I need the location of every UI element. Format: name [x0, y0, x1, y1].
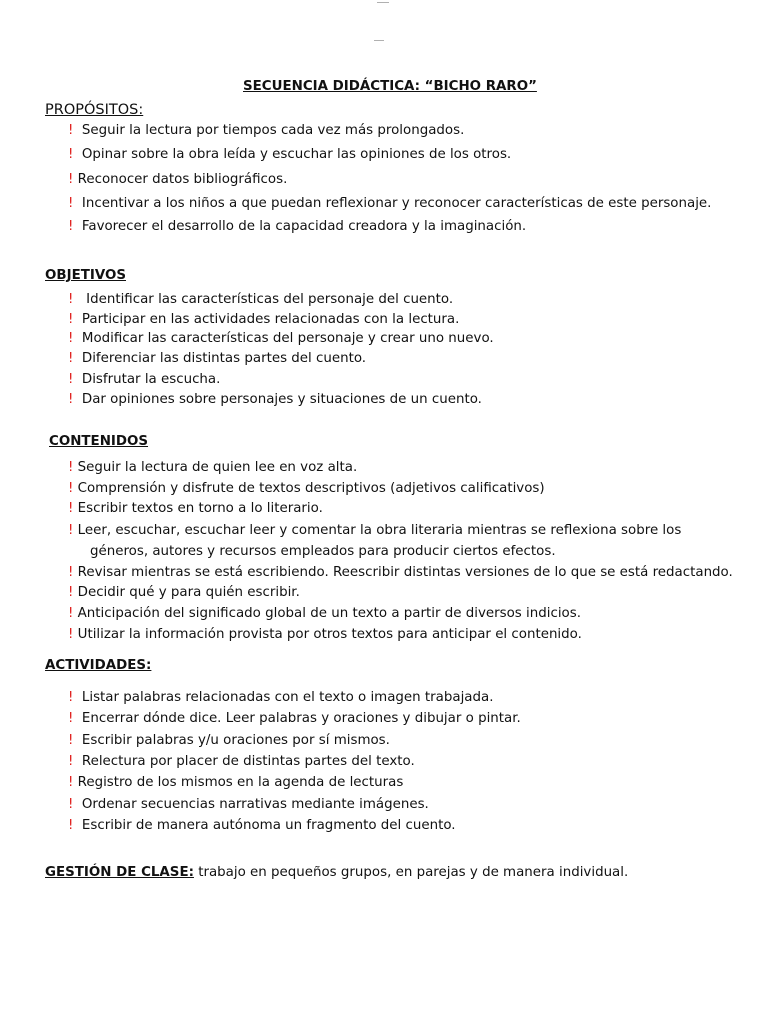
- bullet-icon: !: [68, 292, 74, 307]
- bullet-icon: !: [68, 523, 74, 538]
- actividades-heading: ACTIVIDADES:: [45, 658, 152, 673]
- top-mark: [374, 40, 384, 41]
- bullet-icon: !: [68, 818, 74, 833]
- gestion-line: [45, 864, 628, 882]
- bullet-icon: !: [68, 123, 74, 138]
- bullet-icon: !: [68, 196, 74, 211]
- list-item: ! Diferenciar las distintas partes del cuento.: [68, 351, 367, 366]
- bullet-icon: !: [68, 711, 74, 726]
- bullet-icon: !: [68, 172, 74, 187]
- list-item: ! Comprensión y disfrute de textos descriptivos (adjetivos calificativos): [68, 481, 545, 496]
- top-mark: [377, 2, 389, 3]
- list-item: ! Escribir palabras y/u oraciones por sí mismos.: [68, 733, 390, 748]
- list-item: ! Dar opiniones sobre personajes y situaciones de un cuento.: [68, 392, 482, 407]
- bullet-icon: !: [68, 733, 74, 748]
- bullet-icon: !: [68, 797, 74, 812]
- objetivos-heading: OBJETIVOS: [45, 268, 126, 283]
- bullet-icon: !: [68, 754, 74, 769]
- contenidos-heading: CONTENIDOS: [49, 434, 149, 449]
- list-item: ! Utilizar la información provista por otros textos para anticipar el contenido.: [68, 627, 582, 642]
- list-item-continuation: géneros, autores y recursos empleados para producir ciertos efectos.: [90, 544, 556, 559]
- bullet-icon: !: [68, 565, 74, 580]
- bullet-icon: !: [68, 690, 74, 705]
- bullet-icon: !: [68, 481, 74, 496]
- list-item: ! Listar palabras relacionadas con el texto o imagen trabajada.: [68, 690, 494, 705]
- list-item: ! Modificar las características del personaje y crear uno nuevo.: [68, 331, 494, 346]
- list-item: ! Disfrutar la escucha.: [68, 372, 221, 387]
- bullet-icon: !: [68, 351, 74, 366]
- bullet-icon: !: [68, 372, 74, 387]
- bullet-icon: !: [68, 147, 74, 162]
- gestion-heading: GESTIÓN DE CLASE:: [45, 865, 194, 880]
- bullet-icon: !: [68, 392, 74, 407]
- list-item: ! Seguir la lectura por tiempos cada vez más prolongados.: [68, 123, 465, 138]
- list-item: ! Identificar las características del personaje del cuento.: [68, 292, 454, 307]
- list-item: ! Incentivar a los niños a que puedan reflexionar y reconocer características de este personaje.: [68, 196, 712, 211]
- list-item: ! Registro de los mismos en la agenda de lecturas: [68, 775, 404, 790]
- bullet-icon: !: [68, 585, 74, 600]
- list-item: ! Participar en las actividades relacionadas con la lectura.: [68, 312, 460, 327]
- bullet-icon: !: [68, 775, 74, 790]
- list-item: ! Relectura por placer de distintas partes del texto.: [68, 754, 415, 769]
- propositos-heading: PROPÓSITOS:: [45, 102, 144, 118]
- bullet-icon: !: [68, 606, 74, 621]
- list-item: ! Reconocer datos bibliográficos.: [68, 172, 288, 187]
- list-item: ! Escribir textos en torno a lo literario.: [68, 501, 323, 516]
- list-item: ! Escribir de manera autónoma un fragmento del cuento.: [68, 818, 456, 833]
- list-item: ! Ordenar secuencias narrativas mediante imágenes.: [68, 797, 429, 812]
- list-item: ! Favorecer el desarrollo de la capacidad creadora y la imaginación.: [68, 219, 527, 234]
- list-item: ! Encerrar dónde dice. Leer palabras y oraciones y dibujar o pintar.: [68, 711, 521, 726]
- bullet-icon: !: [68, 312, 74, 327]
- list-item: ! Anticipación del significado global de un texto a partir de diversos indicios.: [68, 606, 581, 621]
- bullet-icon: !: [68, 627, 74, 642]
- list-item: ! Opinar sobre la obra leída y escuchar las opiniones de los otros.: [68, 147, 512, 162]
- document-title: SECUENCIA DIDÁCTICA: “BICHO RARO”: [243, 79, 537, 94]
- list-item: ! Leer, escuchar, escuchar leer y comentar la obra literaria mientras se reflexiona sobre los: [68, 523, 682, 538]
- bullet-icon: !: [68, 460, 74, 475]
- list-item: ! Revisar mientras se está escribiendo. Reescribir distintas versiones de lo que se está redactando.: [68, 565, 733, 580]
- list-item: ! Decidir qué y para quién escribir.: [68, 585, 300, 600]
- bullet-icon: !: [68, 219, 74, 234]
- list-item: ! Seguir la lectura de quien lee en voz alta.: [68, 460, 358, 475]
- gestion-text: trabajo en pequeños grupos, en parejas y de manera individual.: [198, 865, 629, 880]
- bullet-icon: !: [68, 501, 74, 516]
- bullet-icon: !: [68, 331, 74, 346]
